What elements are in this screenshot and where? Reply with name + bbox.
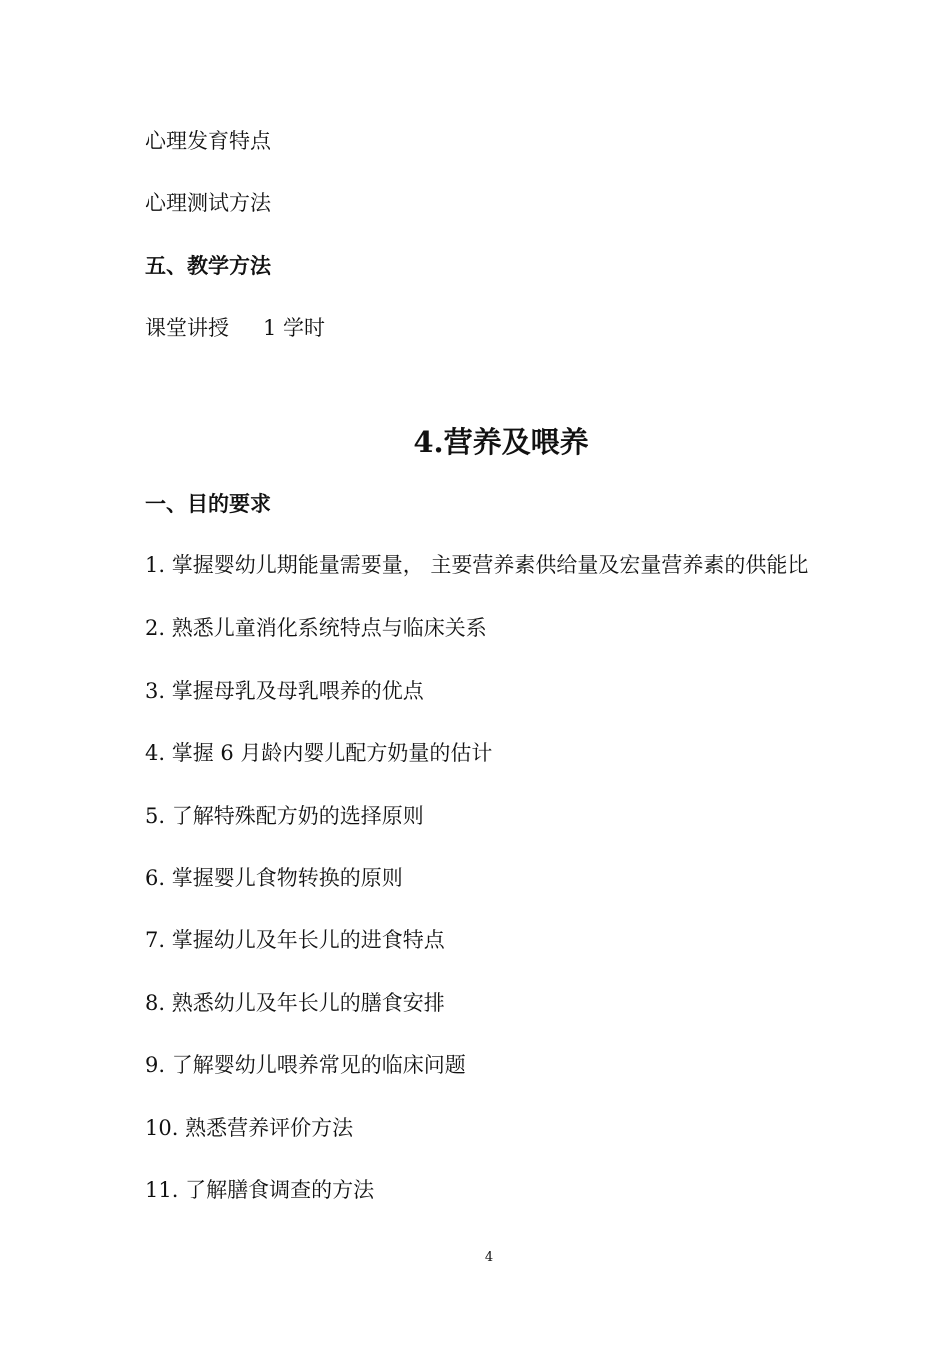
objective-item: 8. 熟悉幼儿及年长儿的膳食安排 bbox=[145, 991, 445, 1015]
objective-item: 5. 了解特殊配方奶的选择原则 bbox=[145, 804, 424, 828]
objective-item: 11. 了解膳食调查的方法 bbox=[145, 1178, 375, 1202]
page-number: 4 bbox=[484, 1250, 494, 1265]
text-line-psych-testing: 心理测试方法 bbox=[145, 191, 271, 215]
objective-item: 1. 掌握婴幼儿期能量需要量， 主要营养素供给量及宏量营养素的供能比 bbox=[145, 553, 809, 577]
objective-item: 7. 掌握幼儿及年长儿的进食特点 bbox=[145, 928, 445, 952]
text-line-psych-development: 心理发育特点 bbox=[145, 129, 271, 153]
teaching-method-line bbox=[145, 314, 325, 342]
chapter-title bbox=[0, 424, 952, 460]
objective-item: 3. 掌握母乳及母乳喂养的优点 bbox=[145, 679, 424, 703]
teaching-hours-text: 1 学时 bbox=[263, 316, 326, 340]
chapter-title-text: 4.营养及喂养 bbox=[413, 425, 589, 459]
objective-item: 10. 熟悉营养评价方法 bbox=[145, 1116, 354, 1140]
section-heading-objectives: 一、目的要求 bbox=[145, 491, 271, 516]
objective-item: 2. 熟悉儿童消化系统特点与临床关系 bbox=[145, 616, 487, 640]
objective-item: 9. 了解婴幼儿喂养常见的临床问题 bbox=[145, 1053, 466, 1077]
section-heading-teaching-method: 五、教学方法 bbox=[145, 253, 271, 278]
objective-item: 6. 掌握婴儿食物转换的原则 bbox=[145, 866, 403, 890]
teaching-method-text: 课堂讲授 bbox=[145, 316, 229, 340]
objective-item: 4. 掌握 6 月龄内婴儿配方奶量的估计 bbox=[145, 741, 493, 765]
